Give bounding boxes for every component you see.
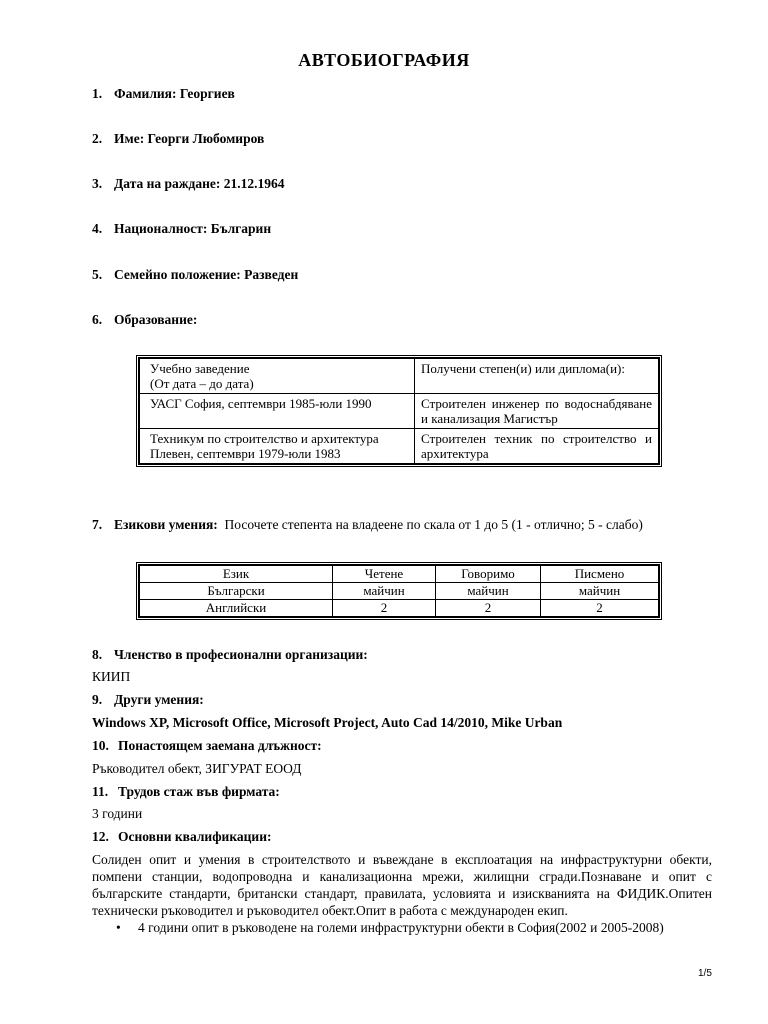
item-number: 5.	[92, 267, 103, 282]
item-label: Име: Георги Любомиров	[114, 131, 265, 146]
table-header-cell: Четене	[333, 566, 436, 583]
page-number: 1/5	[698, 968, 712, 979]
item-languages	[92, 517, 643, 533]
item-nationality	[92, 221, 271, 237]
table-cell: 2	[333, 600, 436, 617]
current-position-value: Ръководител обект, ЗИГУРАТ ЕООД	[92, 761, 302, 776]
item-marital-status	[92, 267, 298, 283]
item-label: Дата на раждане: 21.12.1964	[114, 176, 285, 191]
table-row	[140, 429, 659, 464]
table-row	[140, 394, 659, 429]
table-cell-institution: Техникум по строителство и архитектура Плевен, септември 1979-юли 1983	[140, 429, 415, 464]
membership-value: КИИП	[92, 669, 131, 684]
table-cell: майчин	[541, 583, 659, 600]
item-label: Езикови умения:	[114, 517, 218, 532]
document-title: АВТОБИОГРАФИЯ	[298, 50, 470, 70]
table-header-cell: Език	[140, 566, 333, 583]
item-label: Семейно положение: Разведен	[114, 267, 299, 282]
table-header-row	[140, 566, 659, 583]
table-row	[140, 600, 659, 617]
item-number: 2.	[92, 131, 103, 146]
item-label: Други умения:	[114, 692, 204, 707]
list-item-text: 4 години опит в ръководене на големи инфраструктурни обекти в София(2002 и 2005-2008)	[138, 920, 664, 935]
table-cell: майчин	[436, 583, 541, 600]
item-number: 4.	[92, 221, 103, 236]
item-number: 11.	[92, 784, 109, 799]
company-tenure-value: 3 години	[92, 806, 143, 821]
qualifications-paragraph: Солиден опит и умения в строителството и въвеждане в експлоатация на инфраструктурни обекти, помпени станции, водопроводна и канализационна мрежи, жилищни сгради.Познаване и опит с българските стандарти, британски стандарт, правилата, условията и изискванията на ФИДИК.Опитен технически ръководител и ръководител обект.Опит в работа с международен екип.	[92, 852, 712, 918]
education-table	[136, 355, 662, 467]
item-label: Понастоящем заемана длъжност:	[118, 738, 322, 753]
table-cell-degree: Строителен техник по строителство и архитектура	[415, 429, 659, 464]
table-header-cell	[140, 359, 415, 394]
item-membership	[92, 647, 368, 663]
item-label: Основни квалификации:	[118, 829, 272, 844]
table-cell-degree: Строителен инженер по водоснабдяване и канализация Магистър	[415, 394, 659, 429]
table-header-row	[140, 359, 659, 394]
item-company-tenure	[92, 784, 280, 800]
item-number: 1.	[92, 86, 103, 101]
table-cell: 2	[436, 600, 541, 617]
table-row	[140, 583, 659, 600]
item-education	[92, 312, 197, 328]
table-header-cell: Получени степен(и) или диплома(и):	[415, 359, 659, 394]
item-number: 10.	[92, 738, 109, 753]
languages-table	[136, 562, 662, 620]
item-number: 12.	[92, 829, 109, 844]
item-label: Образование:	[114, 312, 198, 327]
item-number: 6.	[92, 312, 103, 327]
item-label: Членство в професионални организации:	[114, 647, 368, 662]
header-institution: Учебно заведение	[150, 361, 250, 376]
table-cell-institution: УАСГ София, септември 1985-юли 1990	[140, 394, 415, 429]
item-label: Фамилия: Георгиев	[114, 86, 235, 101]
bullet-icon: •	[116, 920, 121, 935]
item-number: 9.	[92, 692, 103, 707]
item-qualifications	[92, 829, 271, 845]
other-skills-value: Windows XP, Microsoft Office, Microsoft Project, Auto Cad 14/2010, Mike Urban	[92, 715, 563, 730]
table-header-cell: Говоримо	[436, 566, 541, 583]
item-other-skills	[92, 692, 204, 708]
list-item	[116, 920, 664, 936]
table-cell: Английски	[140, 600, 333, 617]
table-cell: 2	[541, 600, 659, 617]
item-number: 8.	[92, 647, 103, 662]
item-number: 7.	[92, 517, 103, 532]
table-cell: майчин	[333, 583, 436, 600]
table-cell: Български	[140, 583, 333, 600]
item-number: 3.	[92, 176, 103, 191]
item-label: Трудов стаж във фирмата:	[118, 784, 280, 799]
item-surname	[92, 86, 235, 102]
item-current-position	[92, 738, 322, 754]
header-dates: (От дата – до дата)	[150, 376, 254, 391]
table-header-cell: Писмено	[541, 566, 659, 583]
item-label: Националност: Българин	[114, 221, 272, 236]
item-birthdate	[92, 176, 285, 192]
languages-note: Посочете степента на владеене по скала от 1 до 5 (1 - отлично; 5 - слабо)	[224, 517, 643, 532]
item-name	[92, 131, 264, 147]
